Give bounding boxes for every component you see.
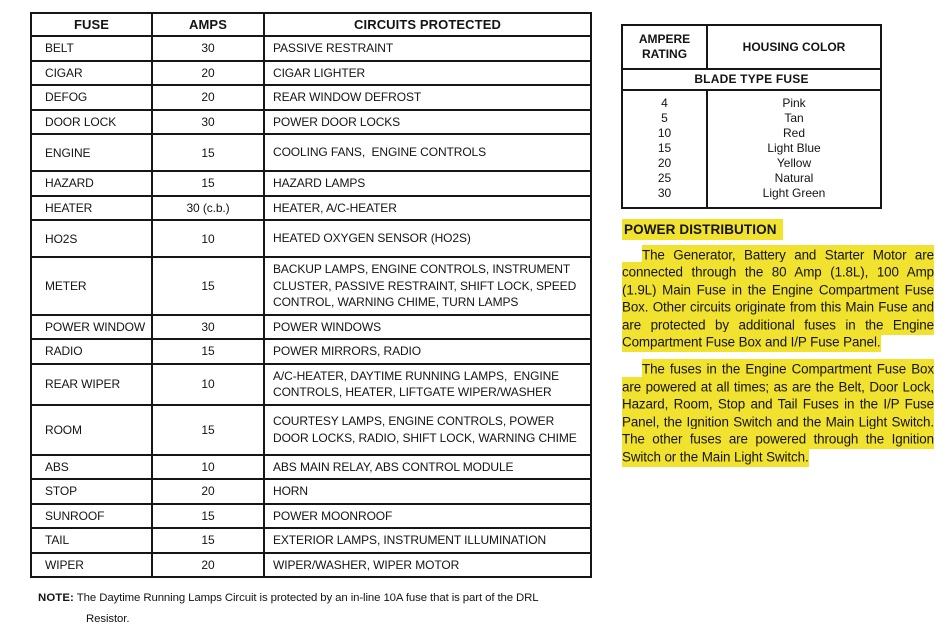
amps-cell: 10 <box>152 364 264 405</box>
amps-cell: 15 <box>152 405 264 455</box>
ampere-rating-value: 5 <box>661 111 668 125</box>
power-distribution-paragraph-2-text: The fuses in the Engine Compartment Fuse Box are powered at all times; as are the Belt, Door Lock, Hazard, Room, Stop and Tail Fuses in the I/P Fuse Panel, the Ignition Switch and the Main Light Switch. The other fuses are powered through the Ignition Switch or the Main Light Switch. <box>622 359 934 467</box>
circuits-cell: POWER MIRRORS, RADIO <box>264 339 591 364</box>
fuse-name-cell: CIGAR <box>31 61 152 86</box>
circuits-cell: HEATED OXYGEN SENSOR (HO2S) <box>264 220 591 257</box>
amps-cell: 15 <box>152 257 264 315</box>
housing-color-value: Light Green <box>762 186 826 200</box>
amps-cell: 15 <box>152 528 264 553</box>
amps-cell: 15 <box>152 339 264 364</box>
housing-color-header: HOUSING COLOR <box>707 25 881 69</box>
circuits-cell: POWER DOOR LOCKS <box>264 110 591 135</box>
ampere-rating-value: 25 <box>657 171 672 185</box>
fuse-table-row <box>31 257 591 315</box>
fuse-table-row <box>31 364 591 405</box>
housing-color-list <box>707 90 881 208</box>
fuse-name-cell: DOOR LOCK <box>31 110 152 135</box>
fuse-table <box>30 12 592 578</box>
ampere-table-header-row <box>622 25 881 69</box>
amps-cell: 20 <box>152 61 264 86</box>
circuits-cell: REAR WINDOW DEFROST <box>264 85 591 110</box>
amps-cell: 30 (c.b.) <box>152 196 264 221</box>
ampere-rating-value: 10 <box>657 126 672 140</box>
power-distribution-title-text: POWER DISTRIBUTION <box>622 219 783 240</box>
fuse-table-row <box>31 61 591 86</box>
fuse-table-row <box>31 110 591 135</box>
blade-type-fuse-row <box>622 69 881 90</box>
fuse-table-row <box>31 315 591 340</box>
power-distribution-title <box>622 222 934 237</box>
ampere-rating-value: 20 <box>657 156 672 170</box>
circuits-cell: POWER WINDOWS <box>264 315 591 340</box>
amps-cell: 20 <box>152 553 264 578</box>
fuse-name-cell: METER <box>31 257 152 315</box>
amps-cell: 10 <box>152 455 264 480</box>
fuse-name-cell: ABS <box>31 455 152 480</box>
housing-color-value: Yellow <box>776 156 812 170</box>
amps-cell: 15 <box>152 504 264 529</box>
circuits-cell: CIGAR LIGHTER <box>264 61 591 86</box>
note-text: The Daytime Running Lamps Circuit is protected by an in-line 10A fuse that is part of the DRL Resistor. <box>76 592 539 625</box>
power-distribution-paragraph-1-text: The Generator, Battery and Starter Motor are connected through the 80 Amp (1.8L), 100 Amp (1.9L) Main Fuse in the Engine Compartment Fuse Box. Other circuits originate from this Main Fuse and are protected by additional fuses in the Engine Compartment Fuse Box and I/P Fuse Panel. <box>622 245 934 353</box>
power-distribution-section <box>622 222 934 475</box>
fuse-table-row <box>31 196 591 221</box>
circuits-cell: COURTESY LAMPS, ENGINE CONTROLS, POWER DOOR LOCKS, RADIO, SHIFT LOCK, WARNING CHIME <box>264 405 591 455</box>
note <box>38 588 562 630</box>
ampere-rating-value: 15 <box>657 141 672 155</box>
amps-cell: 30 <box>152 36 264 61</box>
circuits-column-header: CIRCUITS PROTECTED <box>264 13 591 36</box>
circuits-cell: HAZARD LAMPS <box>264 171 591 196</box>
housing-color-value: Red <box>782 126 805 140</box>
power-distribution-paragraph-1 <box>622 246 934 352</box>
fuse-name-cell: STOP <box>31 479 152 504</box>
fuse-name-cell: RADIO <box>31 339 152 364</box>
amps-cell: 30 <box>152 315 264 340</box>
housing-color-value: Tan <box>784 111 804 125</box>
fuse-table-row <box>31 455 591 480</box>
amps-cell: 30 <box>152 110 264 135</box>
fuse-table-row <box>31 479 591 504</box>
fuse-name-cell: HAZARD <box>31 171 152 196</box>
circuits-cell: HORN <box>264 479 591 504</box>
fuse-table-row <box>31 220 591 257</box>
ampere-rating-table <box>621 24 882 209</box>
fuse-name-cell: REAR WIPER <box>31 364 152 405</box>
circuits-cell: WIPER/WASHER, WIPER MOTOR <box>264 553 591 578</box>
fuse-name-cell: DEFOG <box>31 85 152 110</box>
circuits-cell: POWER MOONROOF <box>264 504 591 529</box>
fuse-table-row <box>31 36 591 61</box>
fuse-table-row <box>31 339 591 364</box>
power-distribution-paragraph-2 <box>622 361 934 467</box>
housing-color-value: Natural <box>774 171 814 185</box>
fuse-name-cell: SUNROOF <box>31 504 152 529</box>
ampere-rating-value: 30 <box>657 186 672 200</box>
fuse-name-cell: TAIL <box>31 528 152 553</box>
fuse-name-cell: ROOM <box>31 405 152 455</box>
blade-type-fuse-subheader: BLADE TYPE FUSE <box>622 69 881 90</box>
fuse-table-row <box>31 85 591 110</box>
fuse-name-cell: WIPER <box>31 553 152 578</box>
fuse-table-row <box>31 134 591 171</box>
amps-cell: 20 <box>152 85 264 110</box>
fuse-table-row <box>31 171 591 196</box>
fuse-table-row <box>31 553 591 578</box>
fuse-table-row <box>31 528 591 553</box>
circuits-cell: PASSIVE RESTRAINT <box>264 36 591 61</box>
ampere-rating-value: 4 <box>661 96 668 110</box>
circuits-cell: A/C-HEATER, DAYTIME RUNNING LAMPS, ENGINE CONTROLS, HEATER, LIFTGATE WIPER/WASHER <box>264 364 591 405</box>
amps-cell: 15 <box>152 134 264 171</box>
note-label: NOTE: <box>38 592 74 604</box>
ampere-rating-header: AMPERE RATING <box>622 25 707 69</box>
housing-color-value: Pink <box>782 96 806 110</box>
amps-cell: 10 <box>152 220 264 257</box>
fuse-name-cell: HO2S <box>31 220 152 257</box>
ampere-rating-list <box>622 90 707 208</box>
housing-color-value: Light Blue <box>767 141 821 155</box>
circuits-cell: EXTERIOR LAMPS, INSTRUMENT ILLUMINATION <box>264 528 591 553</box>
fuse-table-row <box>31 405 591 455</box>
circuits-cell: COOLING FANS, ENGINE CONTROLS <box>264 134 591 171</box>
fuse-table-header-row <box>31 13 591 36</box>
fuse-table-body <box>31 36 591 577</box>
fuse-name-cell: ENGINE <box>31 134 152 171</box>
circuits-cell: BACKUP LAMPS, ENGINE CONTROLS, INSTRUMENT CLUSTER, PASSIVE RESTRAINT, SHIFT LOCK, SPEED CONTROL, WARNING CHIME, TURN LAMPS <box>264 257 591 315</box>
circuits-cell: HEATER, A/C-HEATER <box>264 196 591 221</box>
fuse-name-cell: POWER WINDOW <box>31 315 152 340</box>
ampere-table-body-row <box>622 90 881 208</box>
fuse-table-row <box>31 504 591 529</box>
fuse-name-cell: HEATER <box>31 196 152 221</box>
amps-cell: 20 <box>152 479 264 504</box>
amps-cell: 15 <box>152 171 264 196</box>
fuse-column-header: FUSE <box>31 13 152 36</box>
amps-column-header: AMPS <box>152 13 264 36</box>
circuits-cell: ABS MAIN RELAY, ABS CONTROL MODULE <box>264 455 591 480</box>
fuse-name-cell: BELT <box>31 36 152 61</box>
